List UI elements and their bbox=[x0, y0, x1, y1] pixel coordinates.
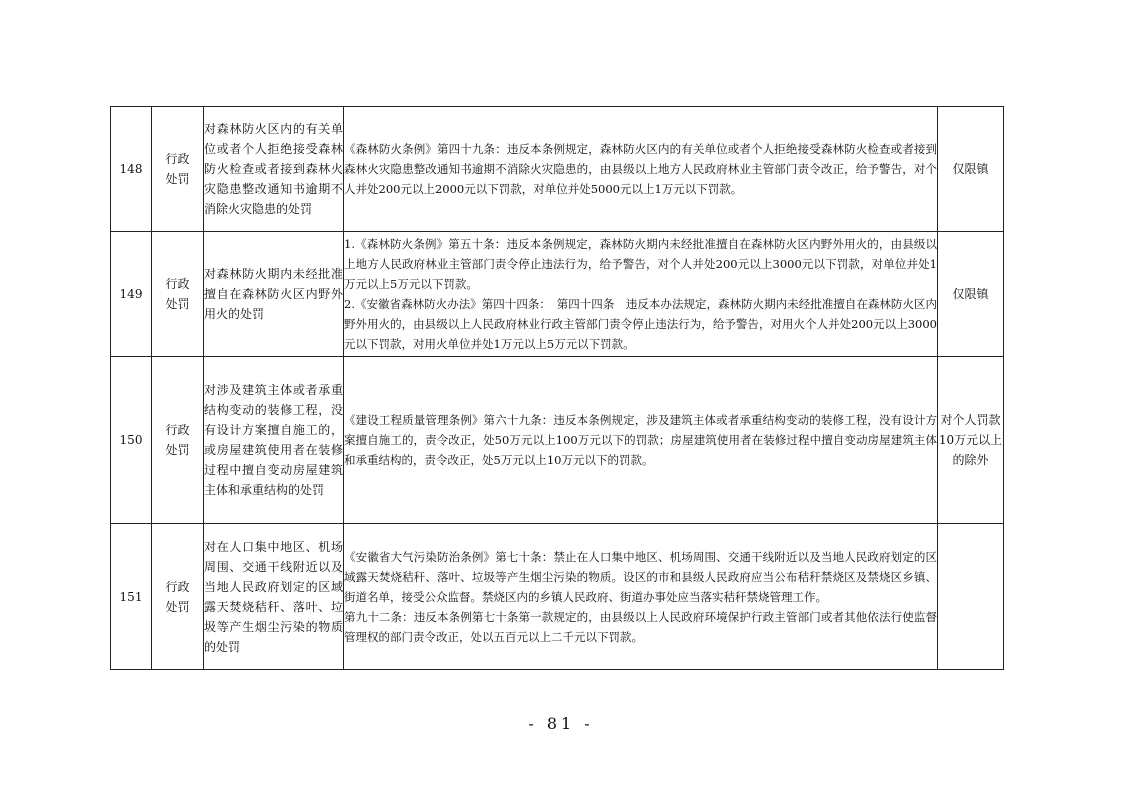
legal-basis-paragraph: 第九十二条：违反本条例第七十条第一款规定的，由县级以上人民政府环境保护行政主管部门或者其他依法行使监督管理权的部门责令改正，处以五百元以上二千元以下罚款。 bbox=[344, 609, 937, 644]
item-legal-basis bbox=[344, 524, 938, 670]
item-legal-basis bbox=[344, 232, 938, 357]
legal-basis-paragraph: 《建设工程质量管理条例》第六十九条：违反本条例规定，涉及建筑主体或者承重结构变动的装修工程，没有设计方案擅自施工的，责令改正，处50万元以上100万元以下的罚款；房屋建筑使用者在装修过程中擅自变动房屋建筑主体和承重结构的，责令改正，处5万元以上10万元以下的罚款。 bbox=[344, 413, 937, 467]
item-category bbox=[152, 232, 204, 357]
item-category bbox=[152, 357, 204, 524]
item-description: 对森林防火期内未经批准擅自在森林防火区内野外用火的处罚 bbox=[204, 232, 344, 357]
item-category bbox=[152, 524, 204, 670]
item-legal-basis bbox=[344, 357, 938, 524]
item-category-text: 行政 处罚 bbox=[165, 423, 190, 457]
table-row bbox=[111, 357, 1004, 524]
item-category-text: 行政 处罚 bbox=[165, 579, 190, 614]
table-row bbox=[111, 107, 1004, 232]
item-note: 仅限镇 bbox=[938, 107, 1004, 232]
page-number: - 81 - bbox=[528, 714, 594, 733]
item-note: 仅限镇 bbox=[938, 232, 1004, 357]
item-description: 对森林防火区内的有关单位或者个人拒绝接受森林防火检查或者接到森林火灾隐患整改通知书逾期不消除火灾隐患的处罚 bbox=[204, 107, 344, 232]
item-note bbox=[938, 524, 1004, 670]
item-description: 对涉及建筑主体或者承重结构变动的装修工程，没有设计方案擅自施工的，或房屋建筑使用者在装修过程中擅自变动房屋建筑主体和承重结构的处罚 bbox=[204, 357, 344, 524]
item-number: 150 bbox=[111, 357, 152, 524]
administrative-penalty-table bbox=[110, 106, 1004, 670]
legal-basis-paragraph: 2.《安徽省森林防火办法》第四十四条： 第四十四条 违反本办法规定，森林防火期内未经批准擅自在森林防火区内野外用火的，由县级以上人民政府林业行政主管部门责令停止违法行为，给予警告，对用火个人并处200元以上3000元以下罚款，对用火单位并处1万元以上5万元以下罚款。 bbox=[344, 297, 937, 351]
table-row bbox=[111, 524, 1004, 670]
table-row bbox=[111, 232, 1004, 357]
item-number: 149 bbox=[111, 232, 152, 357]
item-category-text: 行政 处罚 bbox=[165, 277, 190, 311]
legal-basis-paragraph: 《森林防火条例》第四十九条：违反本条例规定，森林防火区内的有关单位或者个人拒绝接受森林防火检查或者接到森林火灾隐患整改通知书逾期不消除火灾隐患的，由县级以上地方人民政府林业主管部门责令改正，给予警告，对个人并处200元以上2000元以下罚款，对单位并处5000元以上1万元以下罚款。 bbox=[344, 142, 937, 196]
item-number: 148 bbox=[111, 107, 152, 232]
item-number: 151 bbox=[111, 524, 152, 670]
legal-basis-paragraph: 《安徽省大气污染防治条例》第七十条：禁止在人口集中地区、机场周围、交通干线附近以及当地人民政府划定的区域露天焚烧秸秆、落叶、垃圾等产生烟尘污染的物质。设区的市和县级人民政府应当公布秸秆禁烧区及禁烧区乡镇、街道名单，接受公众监督。禁烧区内的乡镇人民政府、街道办事处应当落实秸秆禁烧管理工作。 bbox=[344, 549, 937, 604]
legal-basis-paragraph: 1.《森林防火条例》第五十条：违反本条例规定，森林防火期内未经批准擅自在森林防火区内野外用火的，由县级以上地方人民政府林业主管部门责令停止违法行为，给予警告，对个人并处200元以上3000元以下罚款，对单位并处1万元以上5万元以下罚款。 bbox=[344, 237, 937, 291]
item-legal-basis bbox=[344, 107, 938, 232]
item-description: 对在人口集中地区、机场周围、交通干线附近以及当地人民政府划定的区域露天焚烧秸秆、落叶、垃圾等产生烟尘污染的物质的处罚 bbox=[204, 524, 344, 670]
item-category bbox=[152, 107, 204, 232]
item-note: 对个人罚款10万元以上的除外 bbox=[938, 357, 1004, 524]
item-category-text: 行政 处罚 bbox=[165, 152, 190, 186]
